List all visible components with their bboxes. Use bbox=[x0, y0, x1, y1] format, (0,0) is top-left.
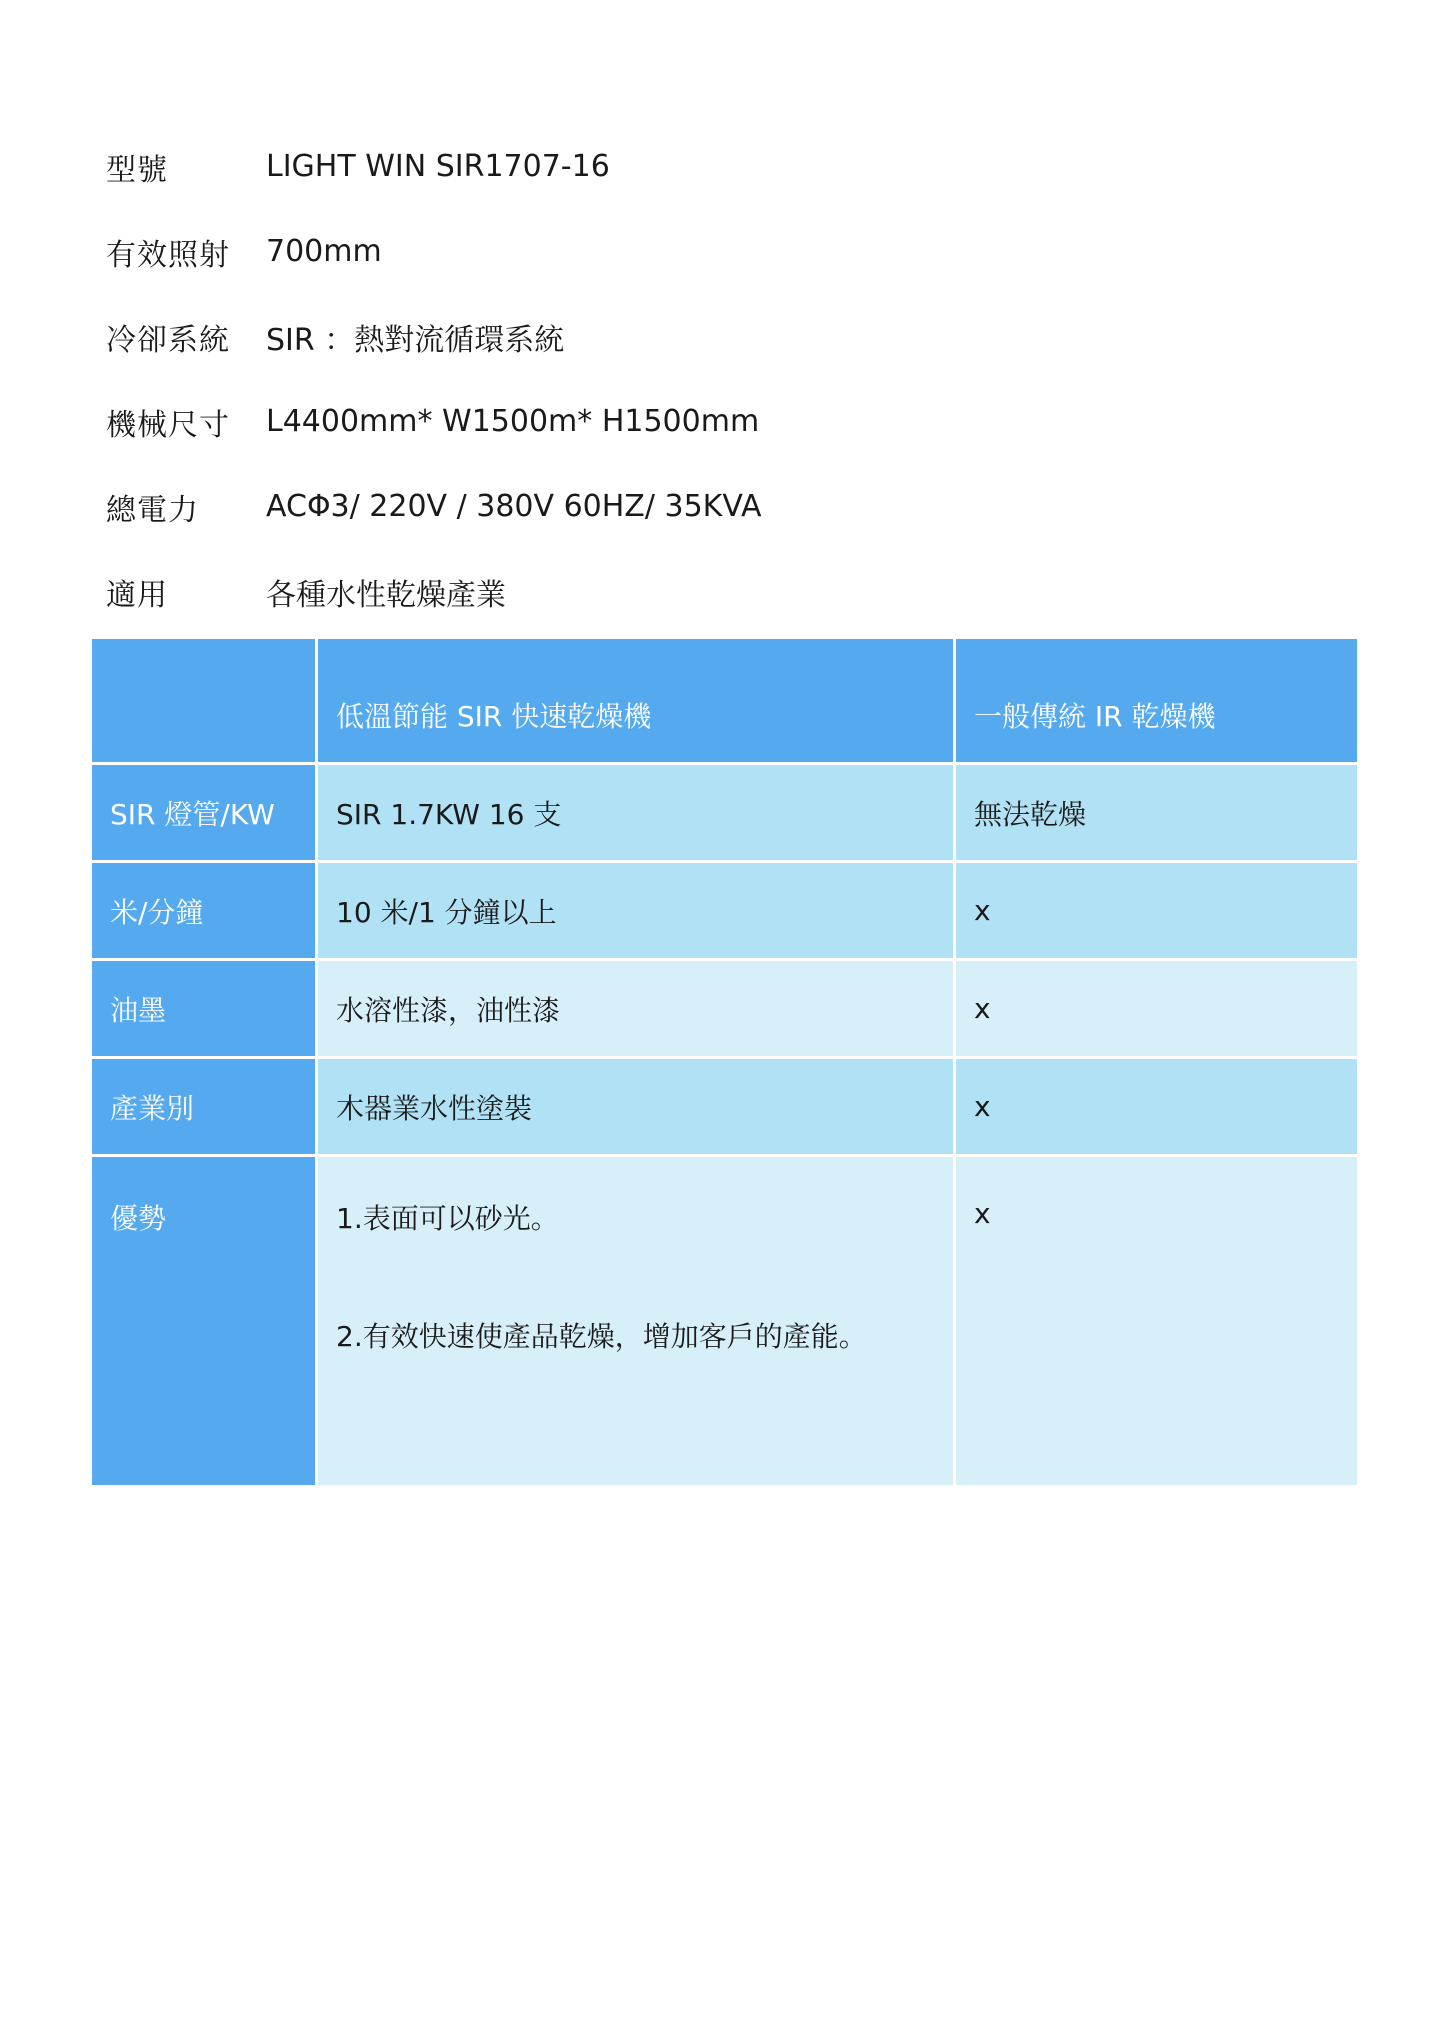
row-header: SIR 燈管/KW bbox=[91, 764, 317, 862]
row-header: 米/分鐘 bbox=[91, 862, 317, 960]
sir-cell: SIR 1.7KW 16 支 bbox=[317, 764, 955, 862]
spec-row-application bbox=[106, 549, 1006, 634]
spec-value: L4400mm* W1500m* H1500mm bbox=[266, 404, 760, 439]
sir-advantage-cell bbox=[317, 1156, 955, 1487]
table-row-advantage bbox=[91, 1156, 1359, 1487]
advantage-line: 1.表面可以砂光。 bbox=[336, 1202, 559, 1235]
sir-cell: 水溶性漆，油性漆 bbox=[317, 960, 955, 1058]
spec-row-cooling bbox=[106, 294, 1006, 379]
ir-cell: 無法乾燥 bbox=[955, 764, 1359, 862]
advantage-line: 2.有效快速使產品乾燥，增加客戶的產能。 bbox=[336, 1320, 867, 1353]
sir-cell: 木器業水性塗裝 bbox=[317, 1058, 955, 1156]
comparison-table bbox=[89, 636, 1360, 1488]
header-sir-dryer: 低溫節能 SIR 快速乾燥機 bbox=[317, 638, 955, 764]
ir-cell: x bbox=[955, 960, 1359, 1058]
ir-cell: x bbox=[955, 1058, 1359, 1156]
spec-value: LIGHT WIN SIR1707-16 bbox=[266, 149, 610, 184]
table-row bbox=[91, 764, 1359, 862]
spec-value: SIR ：熱對流循環系統 bbox=[266, 322, 565, 358]
header-ir-dryer: 一般傳統 IR 乾燥機 bbox=[955, 638, 1359, 764]
row-header: 產業別 bbox=[91, 1058, 317, 1156]
spec-label: 有效照射 bbox=[106, 237, 230, 273]
table-header-row bbox=[91, 638, 1359, 764]
spec-row-power bbox=[106, 464, 1006, 549]
spec-value: ACΦ3/ 220V / 380V 60HZ/ 35KVA bbox=[266, 489, 762, 524]
spec-row-model bbox=[106, 124, 1006, 209]
spec-value: 各種水性乾燥產業 bbox=[266, 577, 506, 613]
spec-label: 適用 bbox=[106, 577, 168, 613]
ir-cell: x bbox=[955, 1156, 1359, 1487]
row-header: 油墨 bbox=[91, 960, 317, 1058]
table-row bbox=[91, 1058, 1359, 1156]
table-row bbox=[91, 862, 1359, 960]
spec-label: 冷卻系統 bbox=[106, 322, 230, 358]
spec-row-dimensions bbox=[106, 379, 1006, 464]
ir-cell: x bbox=[955, 862, 1359, 960]
spec-value: 700mm bbox=[266, 234, 382, 269]
header-corner-cell bbox=[91, 638, 317, 764]
spec-label: 型號 bbox=[106, 152, 168, 188]
table-row bbox=[91, 960, 1359, 1058]
sir-cell: 10 米/1 分鐘以上 bbox=[317, 862, 955, 960]
spec-label: 機械尺寸 bbox=[106, 407, 230, 443]
row-header: 優勢 bbox=[91, 1156, 317, 1487]
spec-label: 總電力 bbox=[106, 492, 199, 528]
spec-row-effective-range bbox=[106, 209, 1006, 294]
spec-list bbox=[106, 124, 1006, 634]
